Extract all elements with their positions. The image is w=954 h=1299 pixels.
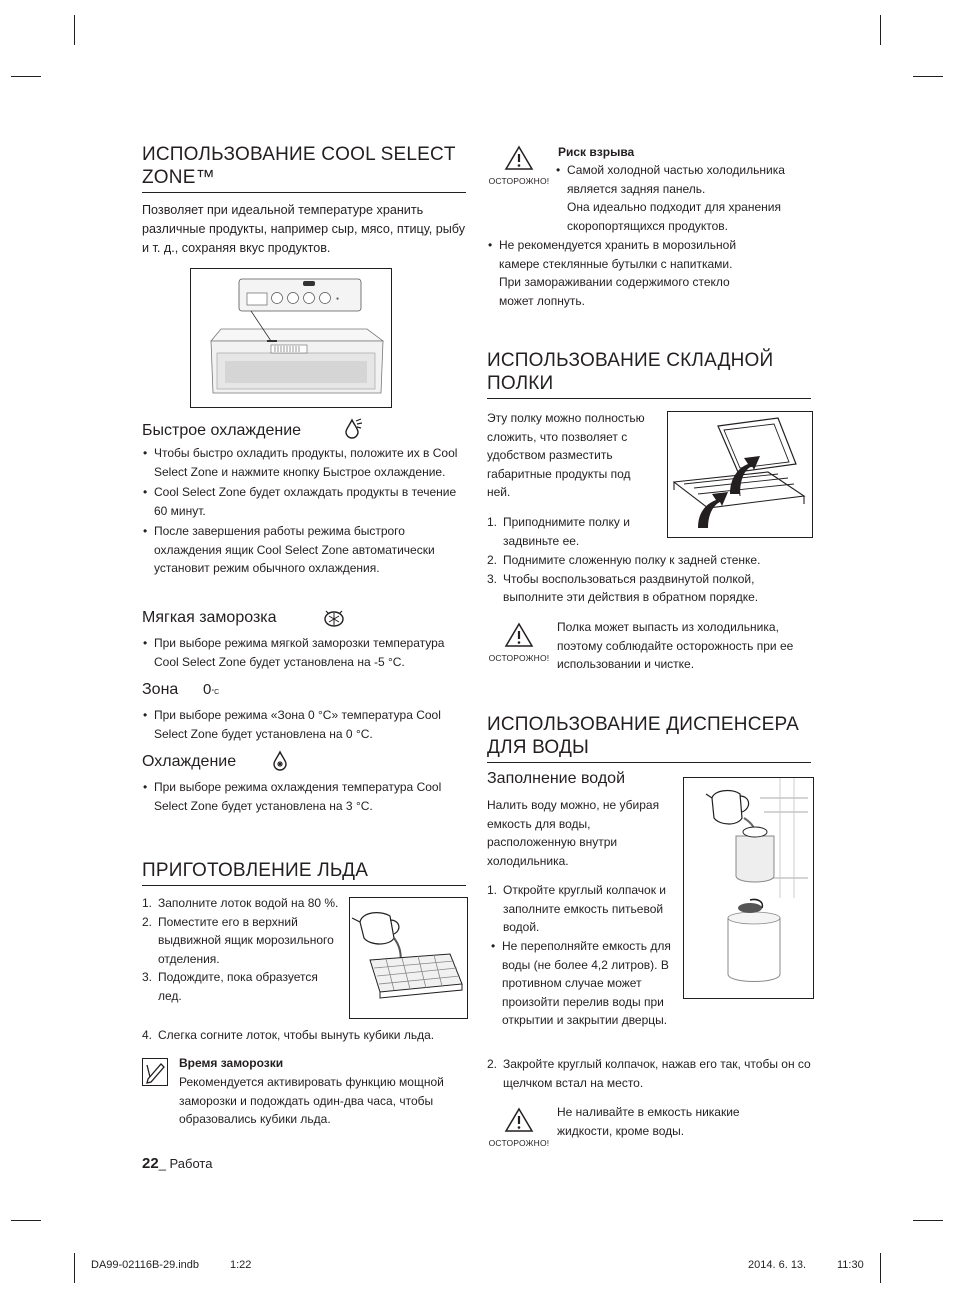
print-file: DA99-02116B-29.indb	[91, 1259, 200, 1271]
crop-mark	[11, 76, 41, 77]
zero-degree-icon	[203, 681, 219, 698]
step-text: Чтобы воспользоваться раздвинутой полкой, выполните эти действия в обратном порядке.	[503, 571, 759, 604]
list-item: • При выборе режима мягкой заморозки температура Cool Select Zone будет установлена на -5 °C.	[142, 634, 470, 671]
list-item: • При выборе режима «Зона 0 °C» температура Cool Select Zone будет установлена на 0 °C.	[142, 706, 468, 743]
step-number: 4.	[142, 1028, 153, 1042]
warning-triangle-icon	[487, 622, 551, 648]
text-line: может лопнуть.	[499, 293, 585, 308]
text-line: камере стеклянные бутылки с напитками.	[499, 256, 733, 271]
crop-mark	[11, 1220, 41, 1221]
shelf-caution-text: Полка может выпасть из холодильника, поэтому соблюдайте осторожность при ее использовании и чистке.	[557, 620, 794, 671]
crop-mark	[74, 1253, 75, 1283]
cool-zone-title: ИСПОЛЬЗОВАНИЕ COOL SELECT ZONE™	[142, 143, 466, 193]
chill-list	[142, 778, 468, 815]
dispenser-intro: Налить воду можно, не убирая емкость для воды, расположенную внутри холодильника.	[487, 798, 660, 868]
step-number: 3.	[142, 970, 153, 984]
step-text: Откройте круглый колпачок и заполните емкость питьевой водой.	[503, 883, 666, 934]
dispenser-caution-text: Не наливайте в емкость никакие жидкости, кроме воды.	[557, 1105, 740, 1138]
list-item: • После завершения работы режима быстрого охлаждения ящик Cool Select Zone автоматически установит режим обычного охлаждения.	[142, 522, 468, 578]
svg-text:●: ●	[336, 296, 340, 302]
zone-list	[142, 706, 468, 743]
list-item: • При выборе режима охлаждения температура Cool Select Zone будет установлена на 3 °C.	[142, 778, 468, 815]
ice-title: ПРИГОТОВЛЕНИЕ ЛЬДА	[142, 859, 466, 886]
ice-step-4	[142, 1026, 472, 1045]
dispenser-bullet	[490, 937, 760, 1030]
step-number: 1.	[487, 883, 498, 897]
list-item	[142, 894, 344, 913]
cool-zone-intro: Позволяет при идеальной температуре хранить различные продукты, например сыр, мясо, птицу, рыбу и т. д., сохраняя вкус продуктов.	[142, 203, 466, 255]
dispenser-subtitle: Заполнение водой	[487, 770, 625, 787]
step-text: Слегка согните лоток, чтобы вынуть кубики льда.	[158, 1028, 435, 1042]
caution-label: ОСТОРОЖНО!	[488, 653, 550, 663]
list-item	[142, 968, 344, 1005]
list-item	[142, 1026, 472, 1045]
list-item: • Не переполняйте емкость для воды (не более 4,2 литров). В противном случае может произойти перелив воды при открытии и закрытии дверцы.	[490, 937, 682, 1030]
explosion-title: Риск взрыва	[558, 145, 635, 159]
list-item: • Cool Select Zone будет охлаждать продукты в течение 60 минут.	[142, 483, 468, 520]
list-item	[142, 913, 344, 969]
print-date: 2014. 6. 13.	[748, 1259, 807, 1271]
step-text: Подождите, пока образуется лед.	[158, 970, 318, 1003]
step-number: 3.	[487, 571, 498, 586]
list-item	[555, 161, 815, 235]
caution-label: ОСТОРОЖНО!	[488, 1138, 550, 1148]
caution-label: ОСТОРОЖНО!	[488, 176, 550, 186]
shelf-step-1	[487, 513, 662, 550]
step-text: Поднимите сложенную полку к задней стенке.	[503, 553, 761, 567]
dispenser-step-1	[487, 881, 673, 937]
list-item	[487, 551, 817, 570]
list-item	[487, 236, 817, 310]
crop-mark	[880, 1253, 881, 1283]
ice-tray-illustration	[349, 897, 468, 1019]
zone-title: Зона	[142, 681, 179, 698]
soft-freeze-title: Мягкая заморозка	[142, 609, 277, 626]
section-name: _ Работа	[158, 1156, 213, 1171]
warning-triangle-icon	[487, 1107, 551, 1133]
caution-badge	[487, 1107, 551, 1148]
text-line: скоропортящихся продуктов.	[567, 218, 728, 233]
step-number: 2.	[487, 553, 498, 567]
quick-cool-icon	[341, 417, 365, 441]
explosion-bullet-2	[487, 236, 817, 310]
list-item	[487, 881, 673, 937]
folding-shelf-illustration	[667, 411, 813, 538]
shelf-intro: Эту полку можно полностью сложить, что позволяет с удобством разместить габаритные продукты под ней.	[487, 411, 645, 499]
list-item: • Чтобы быстро охладить продукты, положите их в Cool Select Zone и нажмите кнопку Быстрое охлаждение.	[142, 444, 468, 481]
ice-steps	[142, 894, 344, 1005]
chill-title: Охлаждение	[142, 753, 237, 770]
shelf-title: ИСПОЛЬЗОВАНИЕ СКЛАДНОЙ ПОЛКИ	[487, 349, 811, 399]
page-number: 22	[142, 1155, 159, 1172]
zone-symbol-unit: °C	[211, 689, 220, 696]
crop-mark	[913, 76, 943, 77]
step-text: Закройте круглый колпачок, нажав его так, чтобы он со щелчком встал на место.	[503, 1057, 811, 1090]
text-line: Она идеально подходит для хранения	[567, 200, 781, 214]
text-line: является задняя панель.	[567, 181, 706, 196]
print-page-ref: 1:22	[230, 1259, 252, 1271]
explosion-bullet-1	[555, 161, 815, 235]
list-item	[487, 513, 662, 550]
warning-triangle-icon	[487, 145, 551, 171]
crop-mark	[913, 1220, 943, 1221]
caution-badge	[487, 145, 551, 186]
step-number: 1.	[142, 896, 153, 910]
soft-freeze-icon	[322, 607, 346, 629]
text-line: Не рекомендуется хранить в морозильной	[499, 238, 737, 252]
chill-icon	[269, 749, 293, 773]
list-item	[487, 1055, 817, 1092]
note-text: Рекомендуется активировать функцию мощной заморозки и подождать один-два часа, чтобы образовались кубики льда.	[179, 1075, 444, 1126]
step-number: 2.	[487, 1057, 498, 1071]
control-panel-illustration	[190, 268, 392, 408]
soft-freeze-list	[142, 634, 470, 671]
crop-mark	[74, 15, 75, 45]
dispenser-title: ИСПОЛЬЗОВАНИЕ ДИСПЕНСЕРА ДЛЯ ВОДЫ	[487, 713, 811, 763]
text-line: При замораживании содержимого стекло	[499, 275, 730, 289]
caution-badge	[487, 622, 551, 663]
step-text: Поместите его в верхний выдвижной ящик морозильного отделения.	[158, 914, 334, 966]
text-line: Самой холодной частью холодильника	[567, 163, 785, 177]
print-time: 11:30	[837, 1259, 864, 1271]
note-icon	[142, 1058, 168, 1086]
step-text: Приподнимите полку и задвиньте ее.	[503, 515, 630, 548]
step-number: 2.	[142, 914, 153, 929]
zone-symbol: 0	[203, 681, 212, 698]
quick-cool-title: Быстрое охлаждение	[142, 422, 302, 439]
crop-mark	[880, 15, 881, 45]
dispenser-step-2	[487, 1055, 817, 1092]
list-item	[487, 570, 817, 607]
step-number: 1.	[487, 515, 498, 529]
shelf-steps	[487, 551, 817, 607]
step-text: Заполните лоток водой на 80 %.	[158, 896, 339, 910]
note-title: Время заморозки	[179, 1056, 284, 1070]
quick-cool-list	[142, 444, 468, 578]
page-footer	[142, 1155, 212, 1172]
